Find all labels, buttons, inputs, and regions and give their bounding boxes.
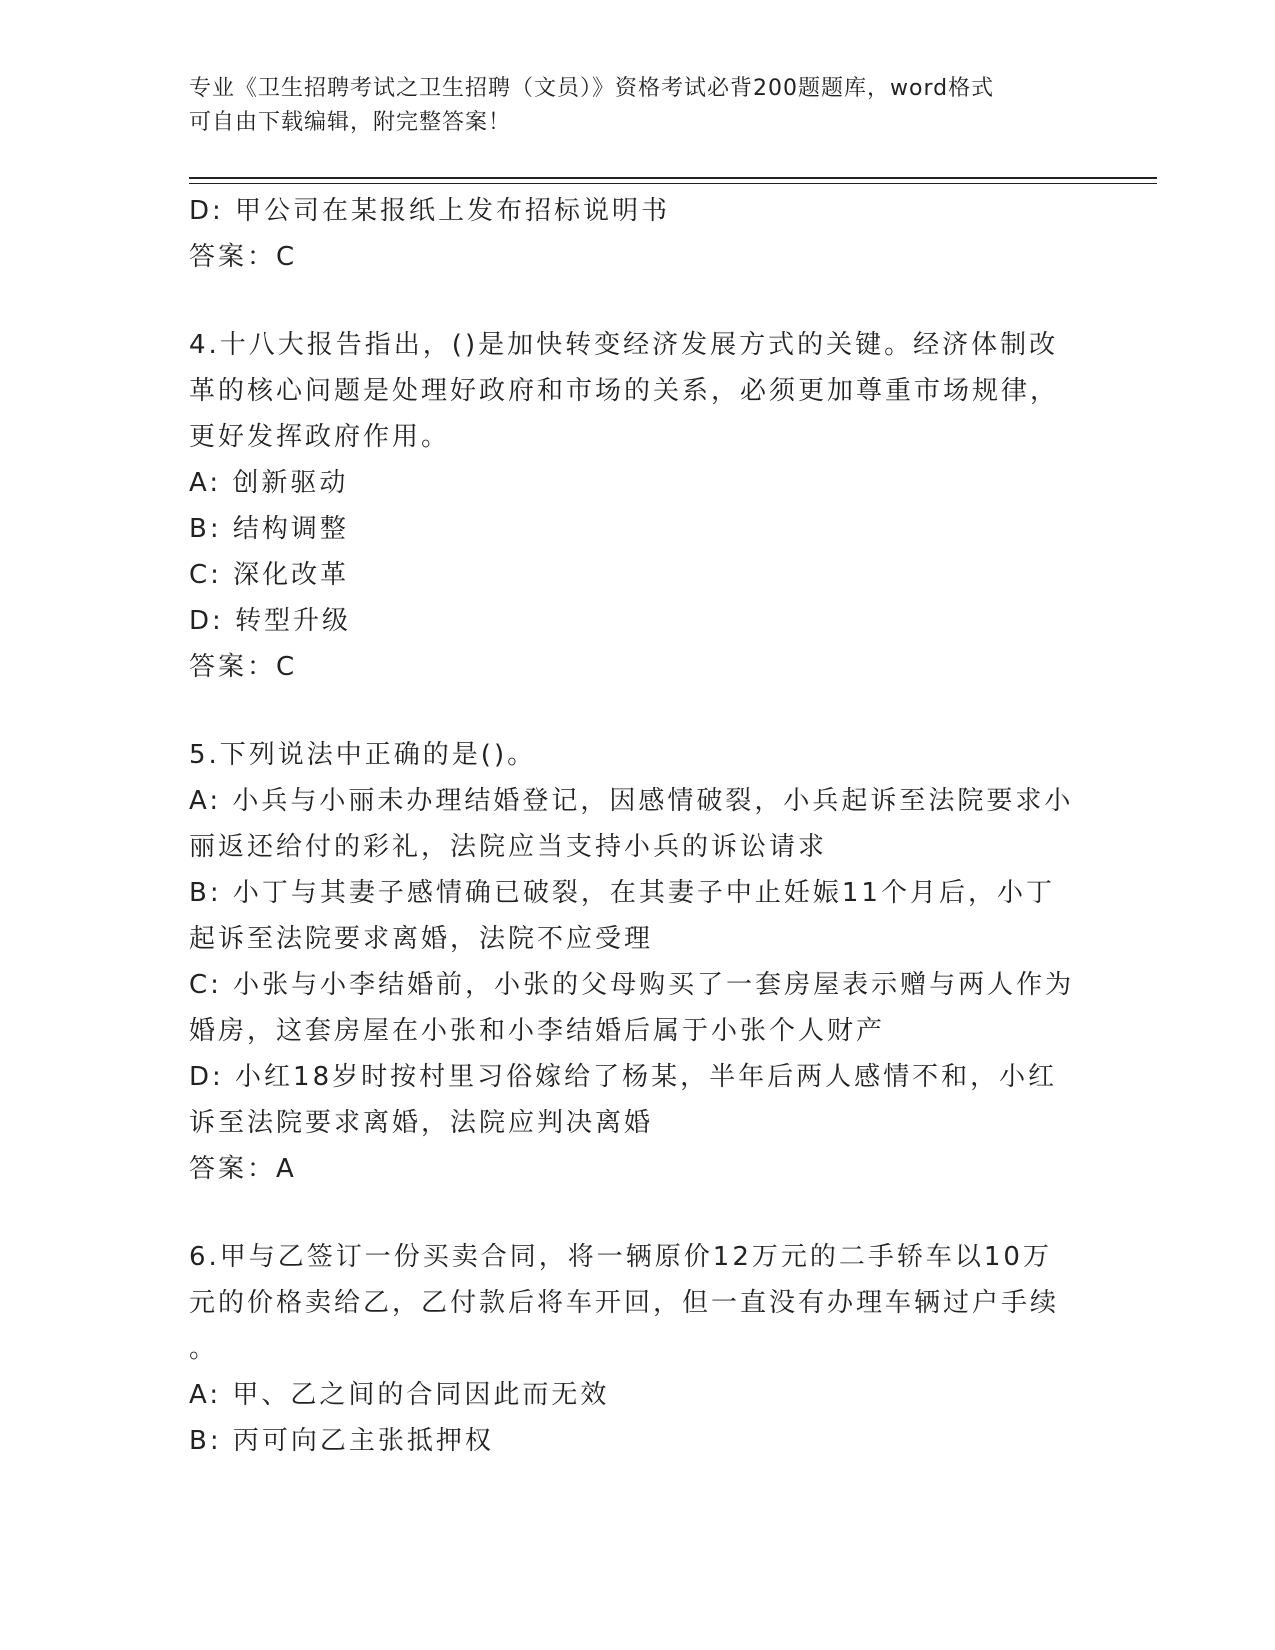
question-5-option-line: A: 小兵与小丽未办理结婚登记，因感情破裂，小兵起诉至法院要求小 xyxy=(189,786,1074,816)
header-line-2: 可自由下载编辑，附完整答案！ xyxy=(189,110,512,135)
question-5 xyxy=(189,732,1089,1192)
question-5-option-line: 诉至法院要求离婚，法院应判决离婚 xyxy=(189,1108,654,1138)
question-4-option-d: D: 转型升级 xyxy=(189,606,352,636)
question-5-option-line: 婚房，这套房屋在小张和小李结婚后属于小张个人财产 xyxy=(189,1016,886,1046)
question-6-stem-line: 6.甲与乙签订一份买卖合同，将一辆原价12万元的二手轿车以10万 xyxy=(189,1242,1052,1272)
question-4-stem-line: 更好发挥政府作用。 xyxy=(189,422,451,452)
question-5-stem-line: 5.下列说法中正确的是()。 xyxy=(189,740,537,770)
spacer xyxy=(189,1192,1089,1234)
header-rule-thick xyxy=(189,177,1157,179)
question-6 xyxy=(189,1234,1089,1464)
question-5-option-line: B: 小丁与其妻子感情确已破裂，在其妻子中止妊娠11个月后，小丁 xyxy=(189,878,1055,908)
question-content xyxy=(189,188,1089,1464)
question-4-option-b: B: 结构调整 xyxy=(189,514,349,544)
question-6-option-b: B: 丙可向乙主张抵押权 xyxy=(189,1426,494,1456)
question-3-answer: 答案：C xyxy=(189,242,298,272)
question-4-stem-line: 革的核心问题是处理好政府和市场的关系，必须更加尊重市场规律， xyxy=(189,376,1060,406)
question-4-option-c: C: 深化改革 xyxy=(189,560,350,590)
question-6-stem-line: 。 xyxy=(189,1334,219,1364)
document-header xyxy=(189,72,1089,140)
question-4-answer: 答案：C xyxy=(189,652,298,682)
question-4-stem-line: 4.十八大报告指出，()是加快转变经济发展方式的关键。经济体制改 xyxy=(189,330,1059,360)
spacer xyxy=(189,280,1089,322)
question-5-option-line: 起诉至法院要求离婚，法院不应受理 xyxy=(189,924,654,954)
question-3-option-d: D: 甲公司在某报纸上发布招标说明书 xyxy=(189,196,671,226)
question-5-option-line: D: 小红18岁时按村里习俗嫁给了杨某，半年后两人感情不和，小红 xyxy=(189,1062,1058,1092)
question-4 xyxy=(189,322,1089,690)
header-line-1: 专业《卫生招聘考试之卫生招聘（文员）》资格考试必背200题题库，word格式 xyxy=(189,76,995,101)
question-3-tail xyxy=(189,188,1089,280)
header-rule-thin xyxy=(189,183,1157,184)
question-6-option-a: A: 甲、乙之间的合同因此而无效 xyxy=(189,1380,610,1410)
question-5-answer: 答案：A xyxy=(189,1154,297,1184)
question-6-stem-line: 元的价格卖给乙，乙付款后将车开回，但一直没有办理车辆过户手续 xyxy=(189,1288,1060,1318)
question-5-option-line: C: 小张与小李结婚前，小张的父母购买了一套房屋表示赠与两人作为 xyxy=(189,970,1075,1000)
spacer xyxy=(189,690,1089,732)
question-4-option-a: A: 创新驱动 xyxy=(189,468,349,498)
question-5-option-line: 丽返还给付的彩礼，法院应当支持小兵的诉讼请求 xyxy=(189,832,828,862)
